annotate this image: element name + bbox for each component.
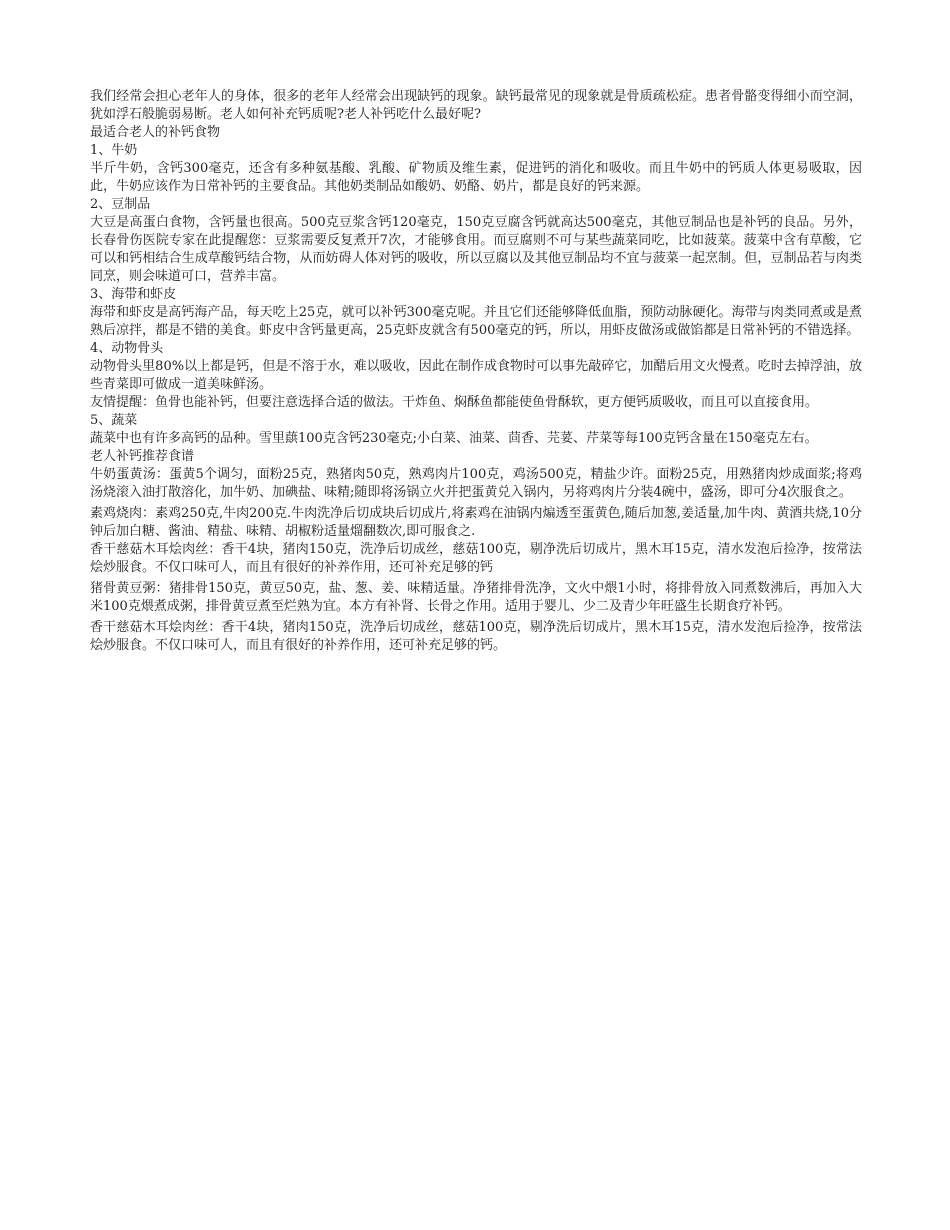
food-paragraph-fishbone-tip: 友情提醒：鱼骨也能补钙，但要注意选择合适的做法。干炸鱼、焖酥鱼都能使鱼骨酥软，更方便钙质吸收，而且可以直接食用。 <box>90 395 819 410</box>
food-paragraph-vegetables: 蔬菜中也有许多高钙的品种。雪里蕻100克含钙230毫克;小白菜、油菜、茴香、芫荽、芹菜等每100克钙含量在150毫克左右。 <box>90 431 818 446</box>
section-title-recipes: 老人补钙推荐食谱 <box>90 449 195 464</box>
food-paragraph-kelp-shrimp: 海带和虾皮是高钙海产品，每天吃上25克，就可以补钙300毫克呢。并且它们还能够降低血脂，预防动脉硬化。海带与肉类同煮或是煮熟后凉拌，都是不错的美食。虾皮中含钙量更高，25克虾皮就含有500毫克的钙，所以，用虾皮做汤或做馅都是日常补钙的不错选择。 <box>90 305 862 338</box>
food-heading-vegetables: 5、蔬菜 <box>90 413 138 428</box>
food-heading-bones: 4、动物骨头 <box>90 341 164 356</box>
intro-paragraph: 我们经常会担心老年人的身体，很多的老年人经常会出现缺钙的现象。缺钙最常见的现象就是骨质疏松症。患者骨骼变得细小而空洞，犹如浮石般脆弱易断。老人如何补充钙质呢?老人补钙吃什么最好呢? <box>90 89 862 122</box>
recipe-tofu-beef: 素鸡烧肉：素鸡250克,牛肉200克.牛肉洗净后切成块后切成片,将素鸡在油锅内煸透至蛋黄色,随后加葱,姜适量,加牛肉、黄酒共烧,10分钟后加白糖、酱油、精盐、味精、胡椒粉适量熘翻数次,即可服食之. <box>90 506 862 539</box>
food-heading-milk: 1、牛奶 <box>90 143 138 158</box>
food-heading-kelp-shrimp: 3、海带和虾皮 <box>90 287 177 302</box>
recipe-tofu-mushroom-pork-repeat: 香干慈菇木耳烩肉丝：香干4块，猪肉150克，洗净后切成丝，慈菇100克，剔净洗后切成片，黑木耳15克，清水发泡后捡净，按常法烩炒服食。不仅口味可人，而且有很好的补养作用，还可补充足够的钙。 <box>90 620 862 653</box>
food-heading-soy: 2、豆制品 <box>90 197 151 212</box>
article <box>90 88 862 655</box>
recipe-pork-soy-porridge: 猪骨黄豆粥：猪排骨150克，黄豆50克，盐、葱、姜、味精适量。净猪排骨洗净，文火中煨1小时，将排骨放入同煮数沸后，再加入大米100克煨煮成粥，排骨黄豆煮至烂熟为宜。本方有补肾、长骨之作用。适用于婴儿、少二及青少年旺盛生长期食疗补钙。 <box>90 581 862 614</box>
recipe-tofu-mushroom-pork: 香干慈菇木耳烩肉丝：香干4块，猪肉150克，洗净后切成丝，慈菇100克，剔净洗后切成片，黑木耳15克，清水发泡后捡净，按常法烩炒服食。不仅口味可人，而且有很好的补养作用，还可补充足够的钙 <box>90 542 862 575</box>
food-paragraph-milk: 半斤牛奶，含钙300毫克，还含有多种氨基酸、乳酸、矿物质及维生素，促进钙的消化和吸收。而且牛奶中的钙质人体更易吸取，因此，牛奶应该作为日常补钙的主要食品。其他奶类制品如酸奶、奶酪、奶片，都是良好的钙来源。 <box>90 161 862 194</box>
food-paragraph-soy: 大豆是高蛋白食物，含钙量也很高。500克豆浆含钙120毫克，150克豆腐含钙就高达500毫克，其他豆制品也是补钙的良品。另外，长春骨伤医院专家在此提醒您：豆浆需要反复煮开7次，才能够食用。而豆腐则不可与某些蔬菜同吃，比如菠菜。菠菜中含有草酸，它可以和钙相结合生成草酸钙结合物，从而妨碍人体对钙的吸收，所以豆腐以及其他豆制品均不宜与菠菜一起烹制。但，豆制品若与肉类同烹，则会味道可口，营养丰富。 <box>90 215 862 284</box>
recipe-milk-egg-soup: 牛奶蛋黄汤：蛋黄5个调匀，面粉25克，熟猪肉50克，熟鸡肉片100克，鸡汤500克，精盐少许。面粉25克，用熟猪肉炒成面浆;将鸡汤烧滚入油打散溶化，加牛奶、加碘盐、味精;随即将汤锅立火并把蛋黄兑入锅内，另将鸡肉片分装4碗中，盛汤，即可分4次服食之。 <box>90 467 862 500</box>
food-paragraph-bones: 动物骨头里80%以上都是钙，但是不溶于水，难以吸收，因此在制作成食物时可以事先敲碎它，加醋后用文火慢煮。吃时去掉浮油，放些青菜即可做成一道美味鲜汤。 <box>90 359 862 392</box>
section-title-foods: 最适合老人的补钙食物 <box>90 125 221 140</box>
